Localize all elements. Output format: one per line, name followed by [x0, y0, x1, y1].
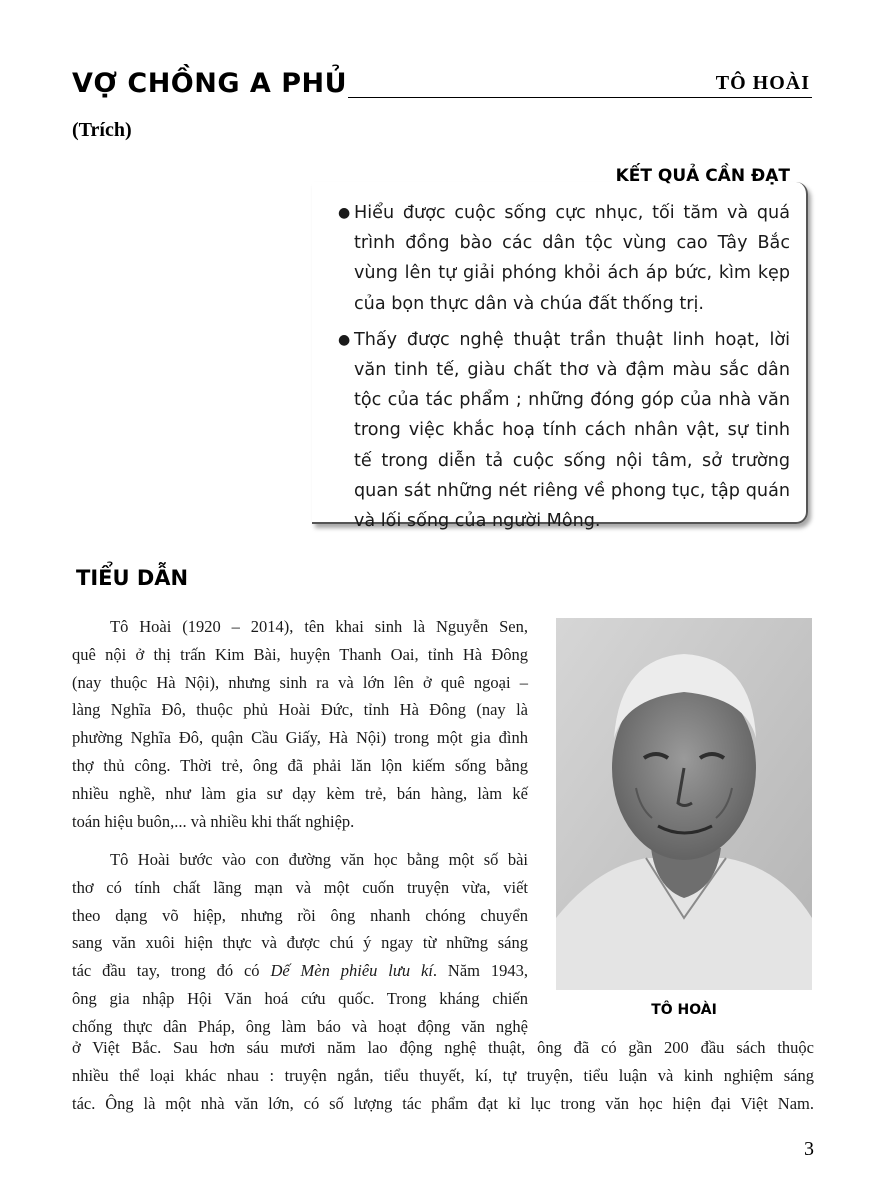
text-line: phường Nghĩa Đô, quận Cầu Giấy, Hà Nội) trong một gia đình: [72, 728, 528, 748]
text-line: theo dạng võ hiệp, nhưng rồi ông nhanh chóng chuyển: [72, 905, 528, 925]
text-line: toán hiệu buôn,... và nhiều khi thất nghiệp.: [72, 811, 355, 831]
excerpt-note: (Trích): [72, 119, 132, 141]
author-name: TÔ HOÀI: [715, 72, 810, 94]
page-number: 3: [804, 1138, 814, 1160]
goal-item: [338, 325, 790, 536]
goal-item: [338, 198, 790, 319]
text-line: quê nội ở thị trấn Kim Bài, huyện Thanh Oai, tỉnh Hà Đông: [72, 644, 528, 664]
text-line: sang văn xuôi hiện thực và được chú ý ngay từ những sáng: [72, 933, 528, 953]
text-line: ở Việt Bắc. Sau hơn sáu mươi năm lao động nghệ thuật, ông đã có gần 200 đầu sách thuộc: [72, 1038, 814, 1057]
text-segment: tác đầu tay, trong đó có: [72, 961, 271, 981]
bullet-icon: ●: [338, 331, 351, 348]
page-title: VỢ CHỒNG A PHỦ: [72, 68, 348, 99]
text-line: thơ có tính chất lãng mạn và một cuốn truyện vừa, viết: [72, 877, 528, 897]
text-line: [72, 957, 528, 985]
text-line: chống thực dân Pháp, ông làm báo và hoạt động văn nghệ: [72, 1016, 528, 1036]
text-line: thợ thủ công. Thời trẻ, ông đã phải lăn lộn kiếm sống bằng: [72, 755, 528, 775]
intro-paragraph-2-continued: [72, 1034, 814, 1117]
title-rule: [348, 97, 812, 98]
intro-paragraph-1: [72, 613, 528, 835]
text-line: nhiều thể loại khác nhau : truyện ngắn, tiểu thuyết, kí, tự truyện, tiểu luận và kinh nghiệm sáng: [72, 1065, 814, 1085]
author-photo: [556, 618, 812, 990]
text-line: ông gia nhập Hội Văn hoá cứu quốc. Trong kháng chiến: [72, 988, 528, 1008]
goal-text: Thấy được nghệ thuật trần thuật linh hoạt, lời văn tinh tế, giàu chất thơ và đậm màu sắc dân tộc của tác phẩm ; những đóng góp của nhà văn trong việc khắc hoạ tính cách nhân vật, sự tinh tế trong diễn tả cuộc sống nội tâm, sở trường quan sát những nét riêng về phong tục, tập quán và lối sống của người Mông.: [354, 329, 790, 532]
text-line: làng Nghĩa Đô, thuộc phủ Hoài Đức, tỉnh Hà Đông (nay là: [72, 700, 528, 720]
text-line: nhiều nghề, như làm gia sư dạy kèm trẻ, bán hàng, làm kế: [72, 783, 528, 803]
text-segment: . Năm 1943,: [432, 961, 528, 981]
book-title: Dế Mèn phiêu lưu kí: [270, 961, 433, 981]
photo-caption: TÔ HOÀI: [651, 1002, 717, 1018]
text-line: Tô Hoài (1920 – 2014), tên khai sinh là Nguyễn Sen,: [110, 617, 528, 636]
intro-paragraph-2: [72, 846, 528, 1041]
goals-list: [338, 198, 790, 542]
bullet-icon: ●: [338, 205, 351, 221]
text-line: Tô Hoài bước vào con đường văn học bằng một số bài: [110, 850, 528, 869]
goal-text: Hiểu được cuộc sống cực nhục, tối tăm và quá trình đồng bào các dân tộc vùng cao Tây Bắc vùng lên tự giải phóng khỏi ách áp bức, kìm kẹp của bọn thực dân và chúa đất thống trị.: [354, 203, 790, 314]
goals-heading: KẾT QUẢ CẦN ĐẠT: [615, 166, 790, 186]
text-line: tác. Ông là một nhà văn lớn, có số lượng tác phẩm đạt kỉ lục trong văn học hiện đại Việt Nam.: [72, 1093, 814, 1113]
section-heading: TIỂU DẪN: [76, 566, 189, 590]
text-line: (nay thuộc Hà Nội), nhưng sinh ra và lớn lên ở quê ngoại –: [72, 672, 528, 692]
portrait-illustration: [556, 618, 812, 990]
